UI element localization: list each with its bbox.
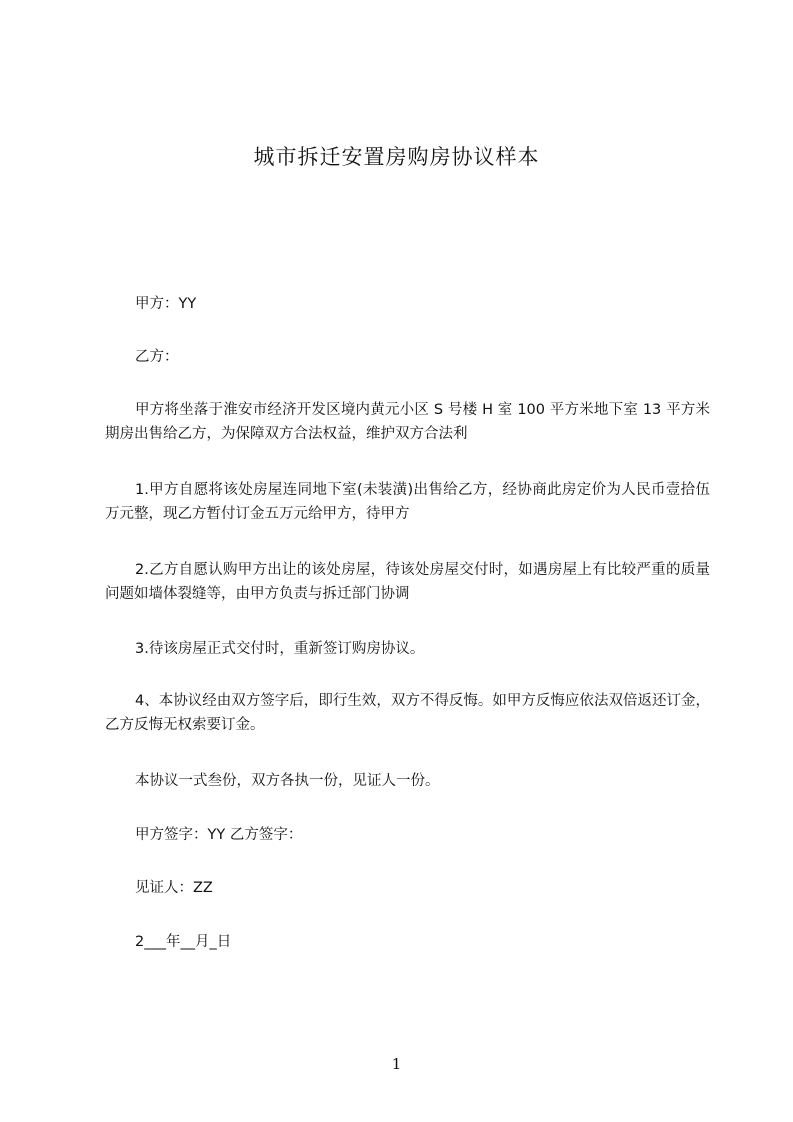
party-b-line: 乙方： xyxy=(135,349,179,365)
intro-paragraph: 甲方将坐落于淮安市经济开发区境内黄元小区 S 号楼 H 室 100 平方米地下室 13 平方米期房出售给乙方，为保障双方合法权益，维护双方合法利 xyxy=(105,402,710,442)
clause-4-paragraph: 4、本协议经由双方签字后，即行生效，双方不得反悔。如甲方反悔应依法双倍返还订金，乙方反悔无权索要订金。 xyxy=(105,693,710,733)
page-number: 1 xyxy=(391,1055,402,1073)
witness-line: 见证人：ZZ xyxy=(135,880,213,896)
clause-1-paragraph: 1.甲方自愿将该处房屋连同地下室(未装潢)出售给乙方，经协商此房定价为人民币壹拾伍万元整，现乙方暂付订金五万元给甲方，待甲方 xyxy=(105,482,710,522)
clause-3-paragraph: 3.待该房屋正式交付时，重新签订购房协议。 xyxy=(135,641,425,657)
party-a-line: 甲方：YY xyxy=(135,296,197,312)
date-line: 2___年__月_日 xyxy=(135,934,232,950)
document-title: 城市拆迁安置房购房协议样本 xyxy=(253,145,540,169)
signatures-line: 甲方签字：YY 乙方签字： xyxy=(135,827,303,843)
copies-paragraph: 本协议一式叁份，双方各执一份，见证人一份。 xyxy=(135,773,440,789)
clause-2-paragraph: 2.乙方自愿认购甲方出让的该处房屋，待该处房屋交付时，如遇房屋上有比较严重的质量问题如墙体裂缝等，由甲方负责与拆迁部门协调 xyxy=(105,562,710,602)
